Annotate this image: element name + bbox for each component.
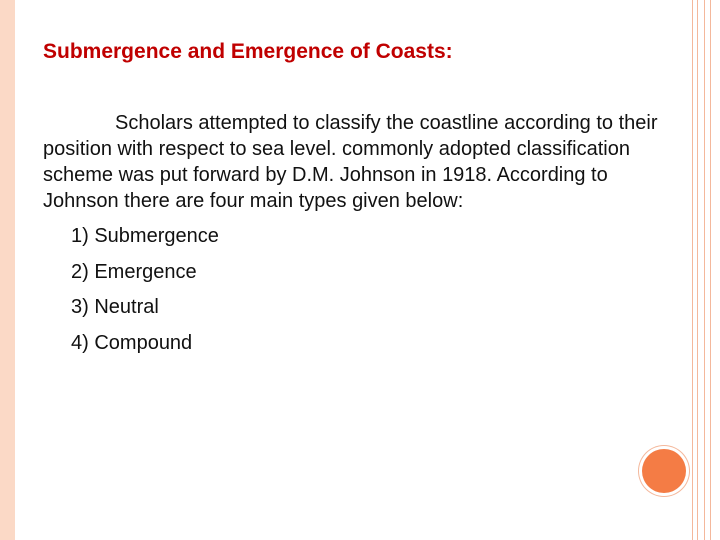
list-item: 1) Submergence — [71, 225, 219, 247]
list-item: 2) Emergence — [71, 260, 197, 283]
list-item: 4) Compound — [71, 331, 193, 354]
decorative-vertical-line — [710, 0, 711, 540]
decorative-vertical-line — [697, 0, 698, 540]
coast-types-list — [43, 223, 683, 365]
slide-body — [43, 110, 683, 365]
decorative-vertical-line — [704, 0, 705, 540]
list-item: 3) Neutral — [71, 296, 159, 318]
decorative-vertical-line — [692, 0, 693, 540]
slide-title: Submergence and Emergence of Coasts: — [43, 40, 453, 63]
decorative-circle — [642, 449, 686, 493]
body-paragraph: Scholars attempted to classify the coastline according to their position with respect to sea level. commonly adopted classification scheme was put forward by D.M. Johnson in 1918. According to Johnson there are four main types given below: — [43, 112, 658, 212]
left-decorative-border — [0, 0, 15, 540]
